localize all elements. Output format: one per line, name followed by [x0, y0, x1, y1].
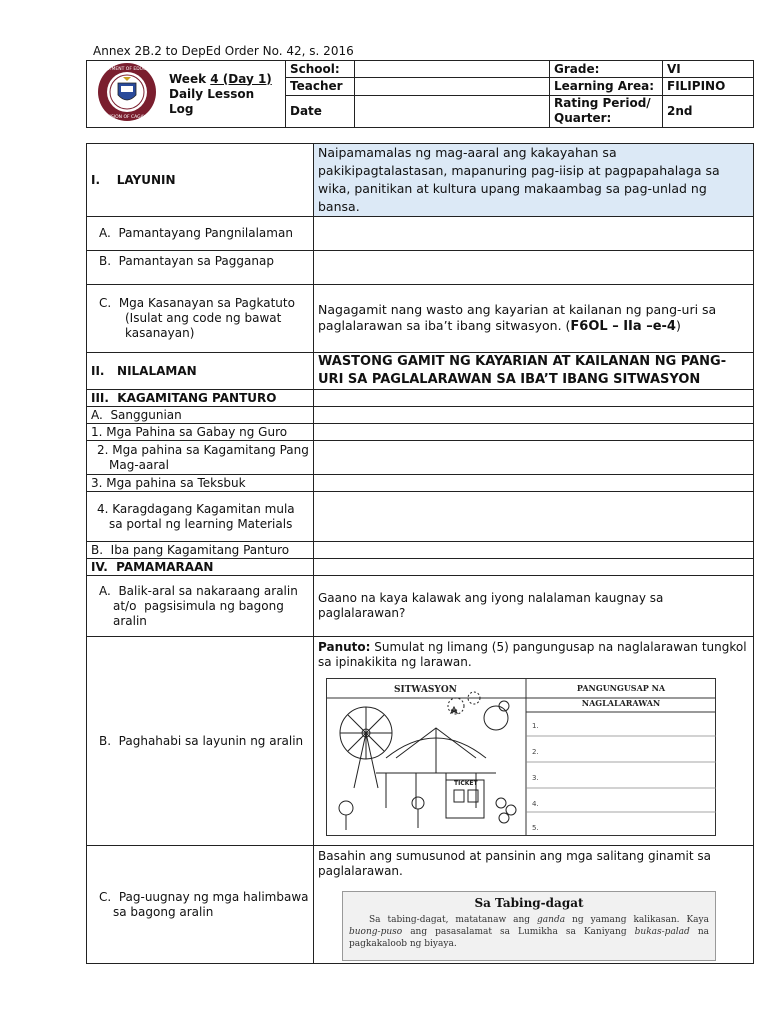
- pamantayan-pagganap-value: [314, 251, 754, 285]
- line-number-4: 4.: [532, 800, 539, 808]
- basahin-text: Basahin ang sumusunod at pansinin ang mga salitang ginamit sa paglalarawan.: [318, 849, 712, 878]
- line-number-3: 3.: [532, 774, 539, 782]
- carnival-scene-icon: [326, 678, 716, 836]
- panuto-text: Sumulat ng limang (5) pangungusap na naglalarawan tungkol sa ipinakikita ng larawan.: [318, 640, 747, 669]
- line-number-1: 1.: [532, 722, 539, 730]
- iba-pang-kagamitan-label: B. Iba pang Kagamitang Panturo: [87, 542, 314, 559]
- layunin-text: Naipamamalas ng mag-aaral ang kakayahan sa pakikipagtalastasan, mapanuring pag-iisip at pagpapahalaga sa wika, panitikan at kultura upang makaambag sa pag-unlad ng bansa.: [314, 144, 754, 217]
- school-label: School:: [286, 61, 355, 78]
- competency-code: F6OL – IIa –e-4: [570, 319, 676, 334]
- rating-period-value: 2nd: [663, 95, 754, 128]
- gabay-guro-label: 1. Mga Pahina sa Gabay ng Guro: [87, 424, 314, 441]
- pamamaraan-label: IV. PAMAMARAAN: [87, 559, 314, 576]
- kagamitan-label: III. KAGAMITANG PANTURO: [87, 390, 314, 407]
- ticket-sign: TICKET: [454, 780, 478, 787]
- panuto-label: Panuto:: [318, 640, 371, 654]
- pamantayang-pangnilalaman-value: [314, 217, 754, 251]
- balik-aral-text: Gaano na kaya kalawak ang iyong nalalaman kaugnay sa paglalarawan?: [314, 576, 754, 637]
- paghahabi-content: [314, 637, 754, 846]
- pangungusap-header-1: PANGUNGUSAP NA: [576, 683, 666, 693]
- week-number: 4 (Day 1): [210, 71, 272, 86]
- learning-area-value: FILIPINO: [663, 78, 754, 95]
- kasanayan-text: Nagagamit nang wasto ang kayarian at kailanan ng pang-uri sa paglalarawan sa iba’t ibang sitwasyon. (F6OL – IIa –e-4): [314, 285, 754, 353]
- pag-uugnay-content: [314, 846, 754, 964]
- layunin-label: I. LAYUNIN: [87, 144, 314, 217]
- date-label: Date: [286, 95, 355, 128]
- sitwasyon-header: SITWASYON: [394, 685, 457, 695]
- lesson-log-table: [86, 143, 754, 964]
- pag-uugnay-label: C. Pag-uugnay ng mga halimbawa sa bagong aralin: [87, 846, 314, 964]
- week-label-cell: [167, 61, 286, 128]
- nilalaman-text: WASTONG GAMIT NG KAYARIAN AT KAILANAN NG PANG-URI SA PAGLALARAWAN SA IBA’T IBANG SITWASYON: [314, 353, 754, 390]
- annex-reference: Annex 2B.2 to DepEd Order No. 42, s. 2016: [93, 44, 354, 58]
- teksbuk-label: 3. Mga pahina sa Teksbuk: [87, 475, 314, 492]
- pangungusap-header-2: NAGLALARAWAN: [581, 698, 661, 708]
- learning-area-label: Learning Area:: [550, 78, 663, 95]
- reading-title: Sa Tabing-dagat: [474, 896, 584, 910]
- kagamitang-mag-aaral-label: 2. Mga pahina sa Kagamitang Pang Mag-aaral: [87, 441, 314, 475]
- header-table: [86, 60, 754, 128]
- kasanayan-label: C. Mga Kasanayan sa Pagkatuto (Isulat ang code ng bawat kasanayan): [87, 285, 314, 353]
- sitwasyon-worksheet: [326, 678, 716, 836]
- lesson-log-title: Daily Lesson Log: [169, 86, 255, 116]
- svg-text:DEPARTMENT OF EDUCATION: DEPARTMENT OF EDUCATION: [94, 67, 160, 72]
- pamantayan-pagganap-label: B. Pamantayan sa Pagganap: [87, 251, 314, 285]
- nilalaman-label: II. NILALAMAN: [87, 353, 314, 390]
- line-number-5: 5.: [532, 824, 539, 832]
- grade-label: Grade:: [550, 61, 663, 78]
- school-value: [355, 61, 550, 78]
- week-prefix: Week: [169, 71, 211, 86]
- rating-period-label: Rating Period/ Quarter:: [550, 95, 663, 128]
- reading-text: Sa tabing-dagat, matatanaw ang ganda ng yamang kalikasan. Kaya buong-puso ang pasasalamat sa Lumikha sa Kaniyang bukas-palad na pagkakaloob ng biyaya.: [349, 915, 709, 949]
- teacher-label: Teacher: [286, 78, 355, 95]
- balik-aral-label: A. Balik-aral sa nakaraang aralin at/o pagsisimula ng bagong aralin: [87, 576, 314, 637]
- pamantayang-pangnilalaman-label: A. Pamantayang Pangnilalaman: [87, 217, 314, 251]
- line-number-2: 2.: [532, 748, 539, 756]
- reading-passage: [342, 891, 716, 961]
- grade-value: VI: [663, 61, 754, 78]
- deped-seal-icon: [91, 61, 163, 123]
- sanggunian-label: A. Sanggunian: [87, 407, 314, 424]
- svg-text:DIVISION OF CAGAYAN: DIVISION OF CAGAYAN: [101, 115, 153, 120]
- karagdagang-kagamitan-label: 4. Karagdagang Kagamitan mula sa portal ng learning Materials: [87, 492, 314, 542]
- paghahabi-label: B. Paghahabi sa layunin ng aralin: [87, 637, 314, 846]
- date-value: [355, 95, 550, 128]
- deped-logo-cell: [87, 61, 168, 128]
- teacher-value: [355, 78, 550, 95]
